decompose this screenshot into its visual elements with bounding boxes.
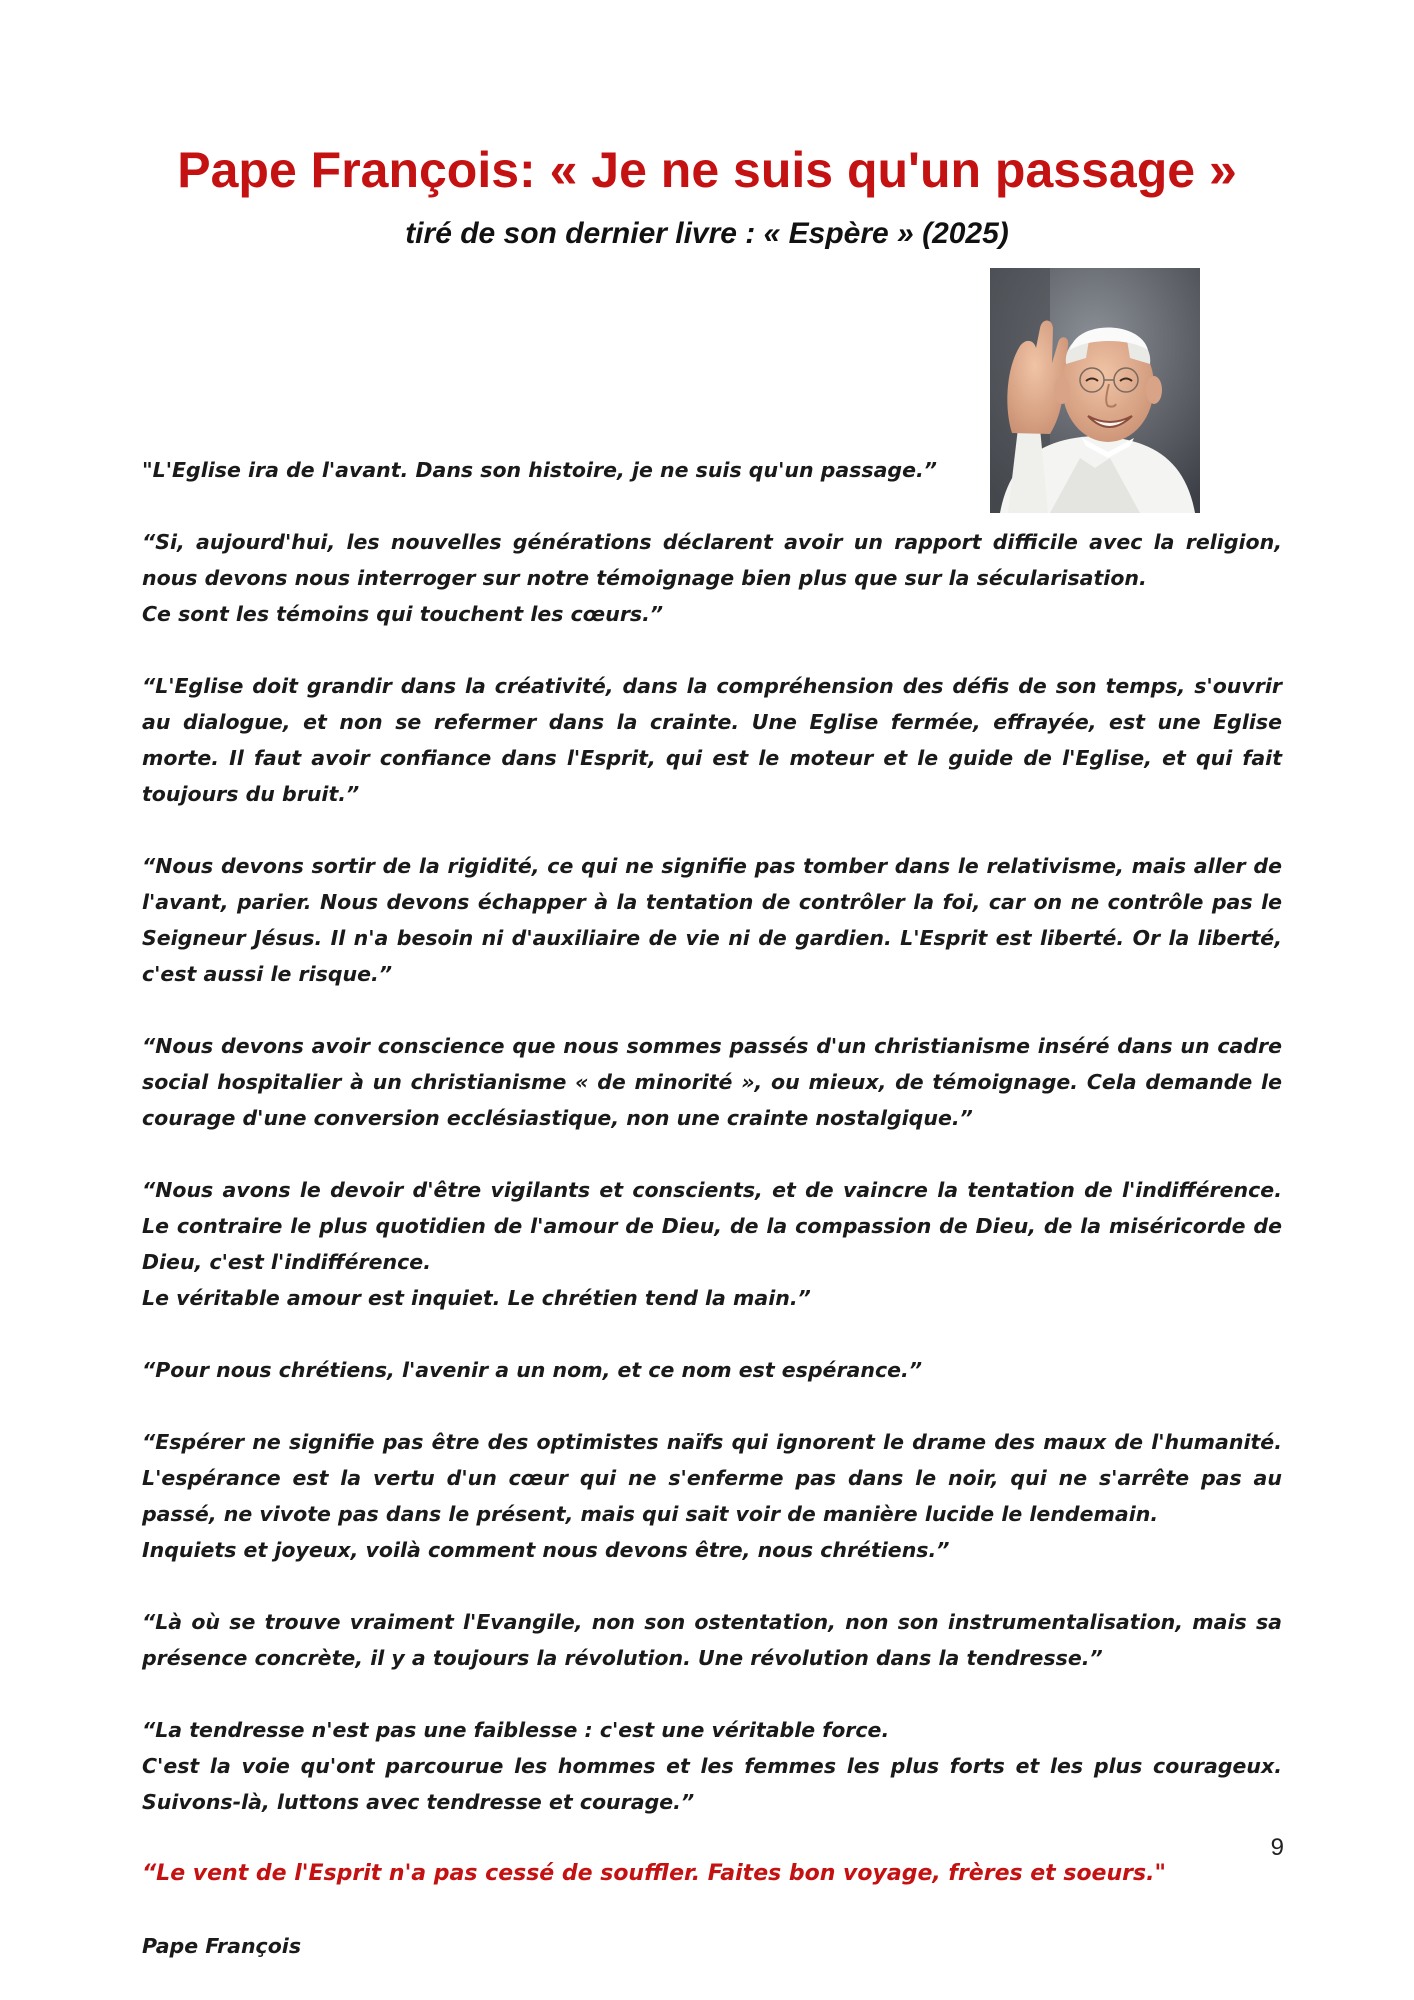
quote-line: “Si, aujourd'hui, les nouvelles générations déclarent avoir un rapport difficile avec la religion, nous devons nous interroger sur notre témoignage bien plus que sur la sécularisation. — [142, 530, 1282, 590]
quotes-body — [142, 452, 1282, 1964]
quote-line: "L'Eglise ira de l'avant. Dans son histoire, je ne suis qu'un passage.” — [142, 458, 937, 482]
quote-paragraph — [142, 1172, 1282, 1316]
quote-line: “Nous avons le devoir d'être vigilants et conscients, et de vaincre la tentation de l'indifférence. Le contraire le plus quotidien de l'amour de Dieu, de la compassion de Dieu, de la miséricorde de Dieu, c'est l'indifférence. — [142, 1178, 1282, 1274]
quote-paragraph — [142, 452, 1282, 488]
quote-paragraph — [142, 1352, 1282, 1388]
quote-line: Inquiets et joyeux, voilà comment nous devons être, nous chrétiens.” — [142, 1538, 950, 1562]
quote-paragraph — [142, 1604, 1282, 1676]
quote-paragraph — [142, 1028, 1282, 1136]
signature: Pape François — [142, 1934, 302, 1958]
quote-line: “L'Eglise doit grandir dans la créativité, dans la compréhension des défis de son temps, s'ouvrir au dialogue, et non se refermer dans la crainte. Une Eglise fermée, effrayée, est une Eglise morte. Il faut avoir confiance dans l'Esprit, qui est le moteur et le guide de l'Eglise, et qui fait toujours du bruit.” — [142, 674, 1282, 806]
quote-paragraph — [142, 1424, 1282, 1568]
page-title: Pape François: « Je ne suis qu'un passage » — [177, 142, 1237, 198]
quote-line: “Pour nous chrétiens, l'avenir a un nom, et ce nom est espérance.” — [142, 1358, 923, 1382]
quote-line: “Nous devons sortir de la rigidité, ce qui ne signifie pas tomber dans le relativisme, mais aller de l'avant, parier. Nous devons échapper à la tentation de contrôler la foi, car on ne contrôle pas le Seigneur Jésus. Il n'a besoin ni d'auxiliaire de vie ni de gardien. L'Esprit est liberté. Or la liberté, c'est aussi le risque.” — [142, 854, 1282, 986]
quote-paragraph — [142, 1712, 1282, 1820]
closing-quote: “Le vent de l'Esprit n'a pas cessé de souffler. Faites bon voyage, frères et soeurs." — [142, 1861, 1166, 1886]
page-subtitle: tiré de son dernier livre : « Espère » (2025) — [405, 217, 1009, 250]
quote-line: C'est la voie qu'ont parcourue les hommes et les femmes les plus forts et les plus courageux. Suivons-là, luttons avec tendresse et courage.” — [142, 1754, 1282, 1814]
quote-paragraph — [142, 848, 1282, 992]
quote-line: “La tendresse n'est pas une faiblesse : c'est une véritable force. — [142, 1718, 890, 1742]
quote-line: “Espérer ne signifie pas être des optimistes naïfs qui ignorent le drame des maux de l'humanité. L'espérance est la vertu d'un cœur qui ne s'enferme pas dans le noir, qui ne s'arrête pas au passé, ne vivote pas dans le présent, mais qui sait voir de manière lucide le lendemain. — [142, 1430, 1282, 1526]
quote-line: “Là où se trouve vraiment l'Evangile, non son ostentation, non son instrumentalisation, mais sa présence concrète, il y a toujours la révolution. Une révolution dans la tendresse.” — [142, 1610, 1282, 1670]
quote-paragraph — [142, 524, 1282, 632]
quote-line: Le véritable amour est inquiet. Le chrétien tend la main.” — [142, 1286, 811, 1310]
quote-line: “Nous devons avoir conscience que nous sommes passés d'un christianisme inséré dans un cadre social hospitalier à un christianisme « de minorité », ou mieux, de témoignage. Cela demande le courage d'une conversion ecclésiastique, non une crainte nostalgique.” — [142, 1034, 1282, 1130]
quote-paragraph — [142, 668, 1282, 812]
page-number: 9 — [1270, 1834, 1284, 1861]
quote-line: Ce sont les témoins qui touchent les cœurs.” — [142, 602, 664, 626]
